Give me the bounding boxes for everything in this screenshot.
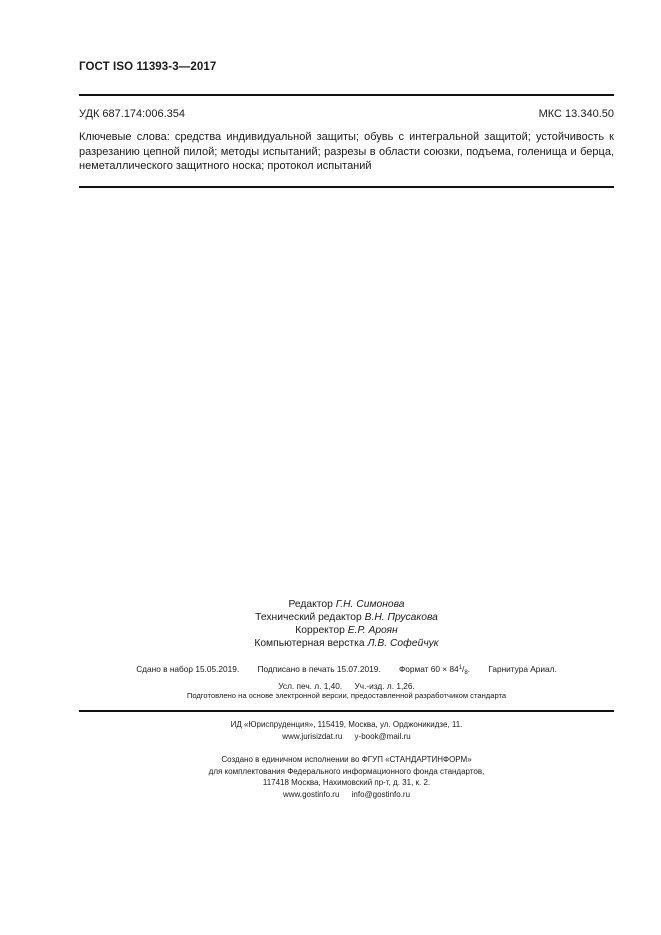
paper-format: Формат $60 \times 84^1/_8$. bbox=[398, 664, 470, 676]
creator-site: www.gostinfo.ru bbox=[282, 789, 340, 799]
credit-tech-editor bbox=[79, 611, 614, 624]
credits-block bbox=[79, 598, 614, 650]
credit-name: В.Н. Прусакова bbox=[364, 612, 438, 623]
udk-code: УДК 687.174:006.354 bbox=[79, 108, 185, 120]
credit-role: Технический редактор bbox=[255, 612, 362, 623]
format-sup: 1 bbox=[458, 665, 463, 671]
publisher-email: y-book@mail.ru bbox=[354, 731, 411, 741]
publisher-site: www.jurisizdat.ru bbox=[282, 731, 343, 741]
creator-contacts bbox=[79, 789, 614, 801]
prepared-note: Подготовлено на основе электронной версии, предоставленной разработчиком стандарта bbox=[186, 691, 507, 700]
creator-address: 117418 Москва, Нахимовский пр-т, д. 31, к. 2. bbox=[262, 778, 431, 787]
signed-date: Подписано в печать 15.07.2019. bbox=[257, 664, 381, 674]
publisher-contacts bbox=[79, 731, 614, 743]
typeface: Гарнитура Ариал. bbox=[488, 664, 557, 674]
credit-name: Е.Р. Ароян bbox=[347, 625, 398, 636]
publisher-address: ИД «Юриспруденция», 115419, Москва, ул. Орджоникидзе, 11. bbox=[230, 720, 463, 729]
print-info-line1 bbox=[79, 662, 614, 680]
keywords-divider bbox=[79, 186, 614, 188]
publisher-block bbox=[79, 719, 614, 742]
credit-name: Л.В. Софейчук bbox=[367, 638, 439, 649]
credit-layout bbox=[79, 637, 614, 650]
keywords-paragraph: Ключевые слова: средства индивидуальной защиты; обувь с интегральной защитой; устойчивость к разрезанию цепной пилой; методы испытаний; разрезы в области союзки, подъема, голенища и берца, неметаллического защитного носка; протокол испытаний bbox=[79, 131, 614, 173]
bottom-divider bbox=[79, 710, 614, 712]
creator-email: info@gostinfo.ru bbox=[351, 789, 411, 799]
pub-sheets: Уч.-изд. л. 1,26. bbox=[354, 681, 415, 691]
credit-role: Компьютерная верстка bbox=[254, 638, 365, 649]
format-end: . bbox=[467, 664, 470, 674]
mks-code: МКС 13.340.50 bbox=[538, 108, 614, 120]
submitted-date: Сдано в набор 15.05.2019. bbox=[136, 664, 240, 674]
credit-role: Редактор bbox=[288, 599, 333, 610]
top-divider bbox=[79, 94, 614, 96]
format-sub: 8 bbox=[464, 670, 468, 676]
credit-role: Корректор bbox=[295, 625, 345, 636]
format-label: Формат 60 × 84 bbox=[398, 664, 459, 674]
print-sheets: Усл. печ. л. 1,40. bbox=[278, 681, 343, 691]
creator-line1: Создано в единичном исполнении во ФГУП «СТАНДАРТИНФОРМ» bbox=[221, 755, 472, 764]
standard-header: ГОСТ ISO 11393-3—2017 bbox=[79, 61, 217, 73]
credit-editor bbox=[79, 598, 614, 611]
credit-name: Г.Н. Симонова bbox=[335, 599, 405, 610]
print-info bbox=[79, 662, 614, 693]
creator-line2: для комплектования Федерального информационного фонда стандартов, bbox=[208, 766, 485, 776]
credit-corrector bbox=[79, 624, 614, 637]
creator-block bbox=[79, 754, 614, 800]
